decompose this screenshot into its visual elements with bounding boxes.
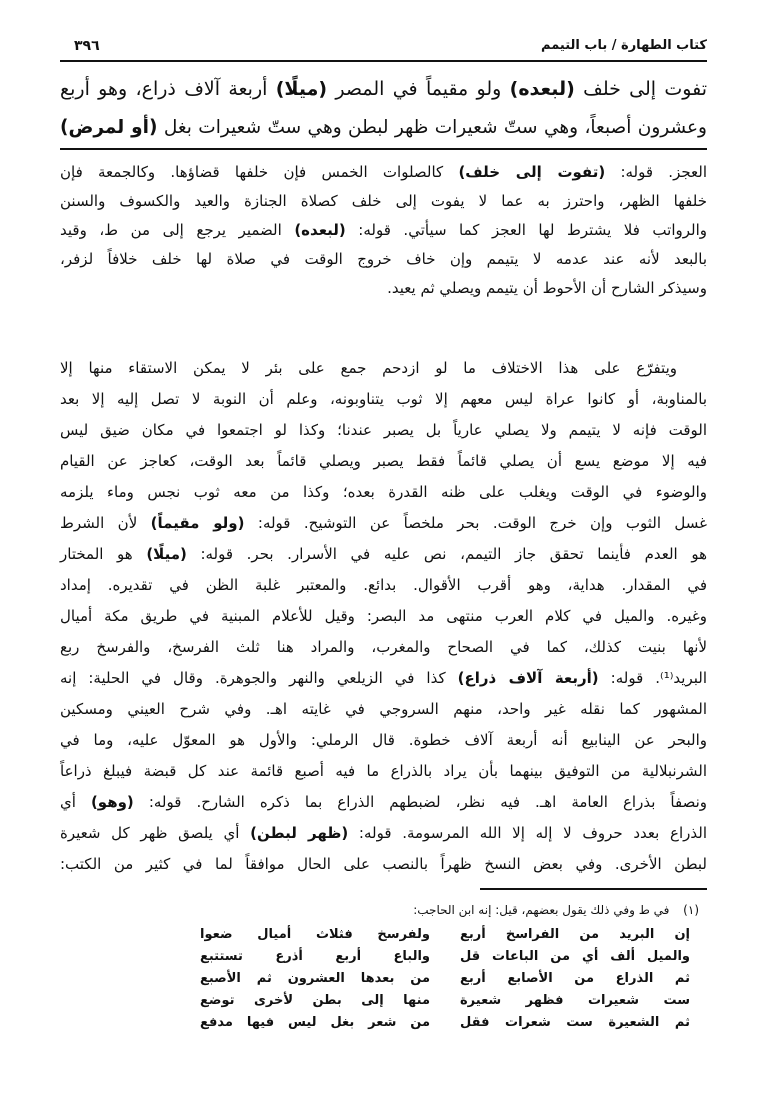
text-line: الوقت فإنه لا يتيمم ولا يصلي عارياً بل يصبر عندنا؛ وكذا لو اجتمعوا في مكان ضيق ليس xyxy=(60,421,707,439)
text-line: ونصفاً بذراع العامة اهـ. فيه نظر، لضبطهم الذراع بما ذكره الشارح. قوله: (وهو) أي xyxy=(60,793,707,811)
verse-first-hemistich: والميل ألف أي من الباعات قل xyxy=(460,949,690,964)
quoted-phrase: (ظهر لبطن) xyxy=(250,824,349,842)
page-number: ٣٩٦ xyxy=(74,38,100,54)
footnote-marker: (١) xyxy=(683,903,699,917)
text-line: تفوت إلى خلف (لبعده) ولو مقيماً في المصر (ميلًا) أربعة آلاف ذراع، وهو أربع xyxy=(60,78,707,100)
chapter-title: كتاب الطهارة / باب التيمم xyxy=(541,38,707,53)
verse-line xyxy=(200,1013,690,1033)
verse-first-hemistich: ست شعيرات فظهر شعيرة xyxy=(460,993,690,1008)
quoted-phrase: (وهو) xyxy=(90,793,134,811)
text-line: المشهور كما نقله غير واحد، منهم السروجي في غايته اهـ. وفي شرح العيني ومسكين xyxy=(60,700,707,718)
running-header xyxy=(60,38,707,62)
footnote-intro: في ط وفي ذلك يقول بعضهم، قيل: إنه ابن الحاجب: xyxy=(413,903,670,917)
footnote xyxy=(413,903,699,917)
quoted-phrase: (أو لمرض) xyxy=(60,117,158,138)
text-line: بالمناوبة، أو كانوا عراة ليس معهم إلا ثوب يتناوبونه، وعلم أن النوبة لا تصل إليه إلا بعد xyxy=(60,390,707,408)
quoted-phrase: (تفوت إلى خلف) xyxy=(458,163,606,181)
footnote-divider xyxy=(480,888,707,890)
text-line: والرواتب فلا يشترط لها العجز كما سيأتي. قوله: (لبعده) الضمير يرجع إلى من ط، وقيد xyxy=(60,221,707,239)
verse-line xyxy=(200,925,690,945)
text-line: في المقدار. هداية، وهو أقرب الأقوال. بدائع. والمعتبر غلبة الظن في تقديره. إمداد xyxy=(60,576,707,594)
quoted-phrase: (لبعده) xyxy=(509,78,575,100)
text-line: خلفها الظهر، واحترز به عما لا يفوت إلى خلف كصلاة الجنازة والعيد والكسوف والسنن xyxy=(60,192,707,210)
text-line: العجز. قوله: (تفوت إلى خلف) كالصلوات الخمس فإن خلفها قضاؤها. وكالجمعة فإن xyxy=(60,163,707,181)
text-line: والوضوء في الوقت ويغلب على ظنه القدرة بعده؛ وكذا من معه ثوب نجس وماء يلزمه xyxy=(60,483,707,501)
verse-second-hemistich: ولفرسخ فثلاث أميال ضعوا xyxy=(200,927,430,942)
matn-divider xyxy=(60,148,707,150)
quoted-phrase: (أربعة آلاف ذراع) xyxy=(457,669,599,687)
verse-first-hemistich: ثم الذراع من الأصابع أربع xyxy=(460,971,690,986)
text-line: هو العدم فأينما تحقق جاز التيمم، نص عليه في الأسرار. بحر. قوله: (ميلًا) هو المختار xyxy=(60,545,707,563)
verse-second-hemistich: والباع أربع أذرع تستتبع xyxy=(200,949,430,964)
text-line: لبطن الأخرى. وفي بعض النسخ ظهراً بالنصب على الحال موافقاً لما في كثير من الكتب: xyxy=(60,855,707,873)
text-line: الشرنبلالية من التوفيق بينهما بأن يراد بالذراع ما فيه أصبع قائمة عند كل قبضة فيبلغ ذراعاً xyxy=(60,762,707,780)
text-line: فيه إلا موضع يسع أن يصلي قائماً فقط يصبر ويصلي قائماً بعد الوقت، كعاجز عن القيام xyxy=(60,452,707,470)
text-line: البريد⁽¹⁾. قوله: (أربعة آلاف ذراع) كذا في الزيلعي والنهر والجوهرة. وقال في الحلية: إنه xyxy=(60,669,707,687)
verse-line xyxy=(200,991,690,1011)
text-line: لأنها بنيت كذلك، كما في الصحاح والمغرب، والمراد هنا ثلث الفرسخ، والفرسخ ربع xyxy=(60,638,707,656)
verse-second-hemistich: من بعدها العشرون ثم الأصبع xyxy=(200,971,430,986)
verse-first-hemistich: إن البريد من الفراسخ أربع xyxy=(460,927,690,942)
quoted-phrase: (ميلًا) xyxy=(146,545,187,563)
verse-line xyxy=(200,947,690,967)
text-line: وسيذكر الشارح أن الأحوط أن يتيمم ويصلي ثم يعيد. xyxy=(387,279,707,297)
text-line: بالبعد لأنه عند عدمه لا يتيمم وإن خاف خروج الوقت في صلاة لها خلف خلافاً لزفر، xyxy=(60,250,707,268)
text-line: والبحر عن الينابيع أنه أربعة آلاف خطوة. قال الرملي: والأول هو المعوّل عليه، وما في xyxy=(60,731,707,749)
text-line: الذراع بعدد حروف لا إله إلا الله المرسومة. قوله: (ظهر لبطن) أي يلصق ظهر كل شعيرة xyxy=(60,824,707,842)
verse-line xyxy=(200,969,690,989)
text-line: غسل الثوب وإن خرج الوقت. بحر ملخصاً عن التوشيح. قوله: (ولو مقيماً) لأن الشرط xyxy=(60,514,707,532)
verse-first-hemistich: ثم الشعيرة ست شعرات فقل xyxy=(460,1015,690,1030)
verse-second-hemistich: منها إلى بطن لأخرى توضع xyxy=(200,993,430,1008)
quoted-phrase: (ولو مقيماً) xyxy=(150,514,245,532)
text-line: وغيره. والميل في كلام العرب منتهى مد البصر: وقيل للأعلام المبنية في طريق مكة أميال xyxy=(60,607,707,625)
text-line: ويتفرّع على هذا الاختلاف ما لو ازدحم جمع على بئر لا يمكن الاستقاء منها إلا xyxy=(60,359,677,377)
quoted-phrase: (ميلًا) xyxy=(275,78,328,100)
text-line: وعشرون أصبعاً، وهي ستّ شعيرات ظهر لبطن وهي ستّ شعيرات بغل (أو لمرض) xyxy=(60,117,707,138)
verse-second-hemistich: من شعر بغل ليس فيها مدفع xyxy=(200,1015,430,1030)
quoted-phrase: (لبعده) xyxy=(294,221,346,239)
